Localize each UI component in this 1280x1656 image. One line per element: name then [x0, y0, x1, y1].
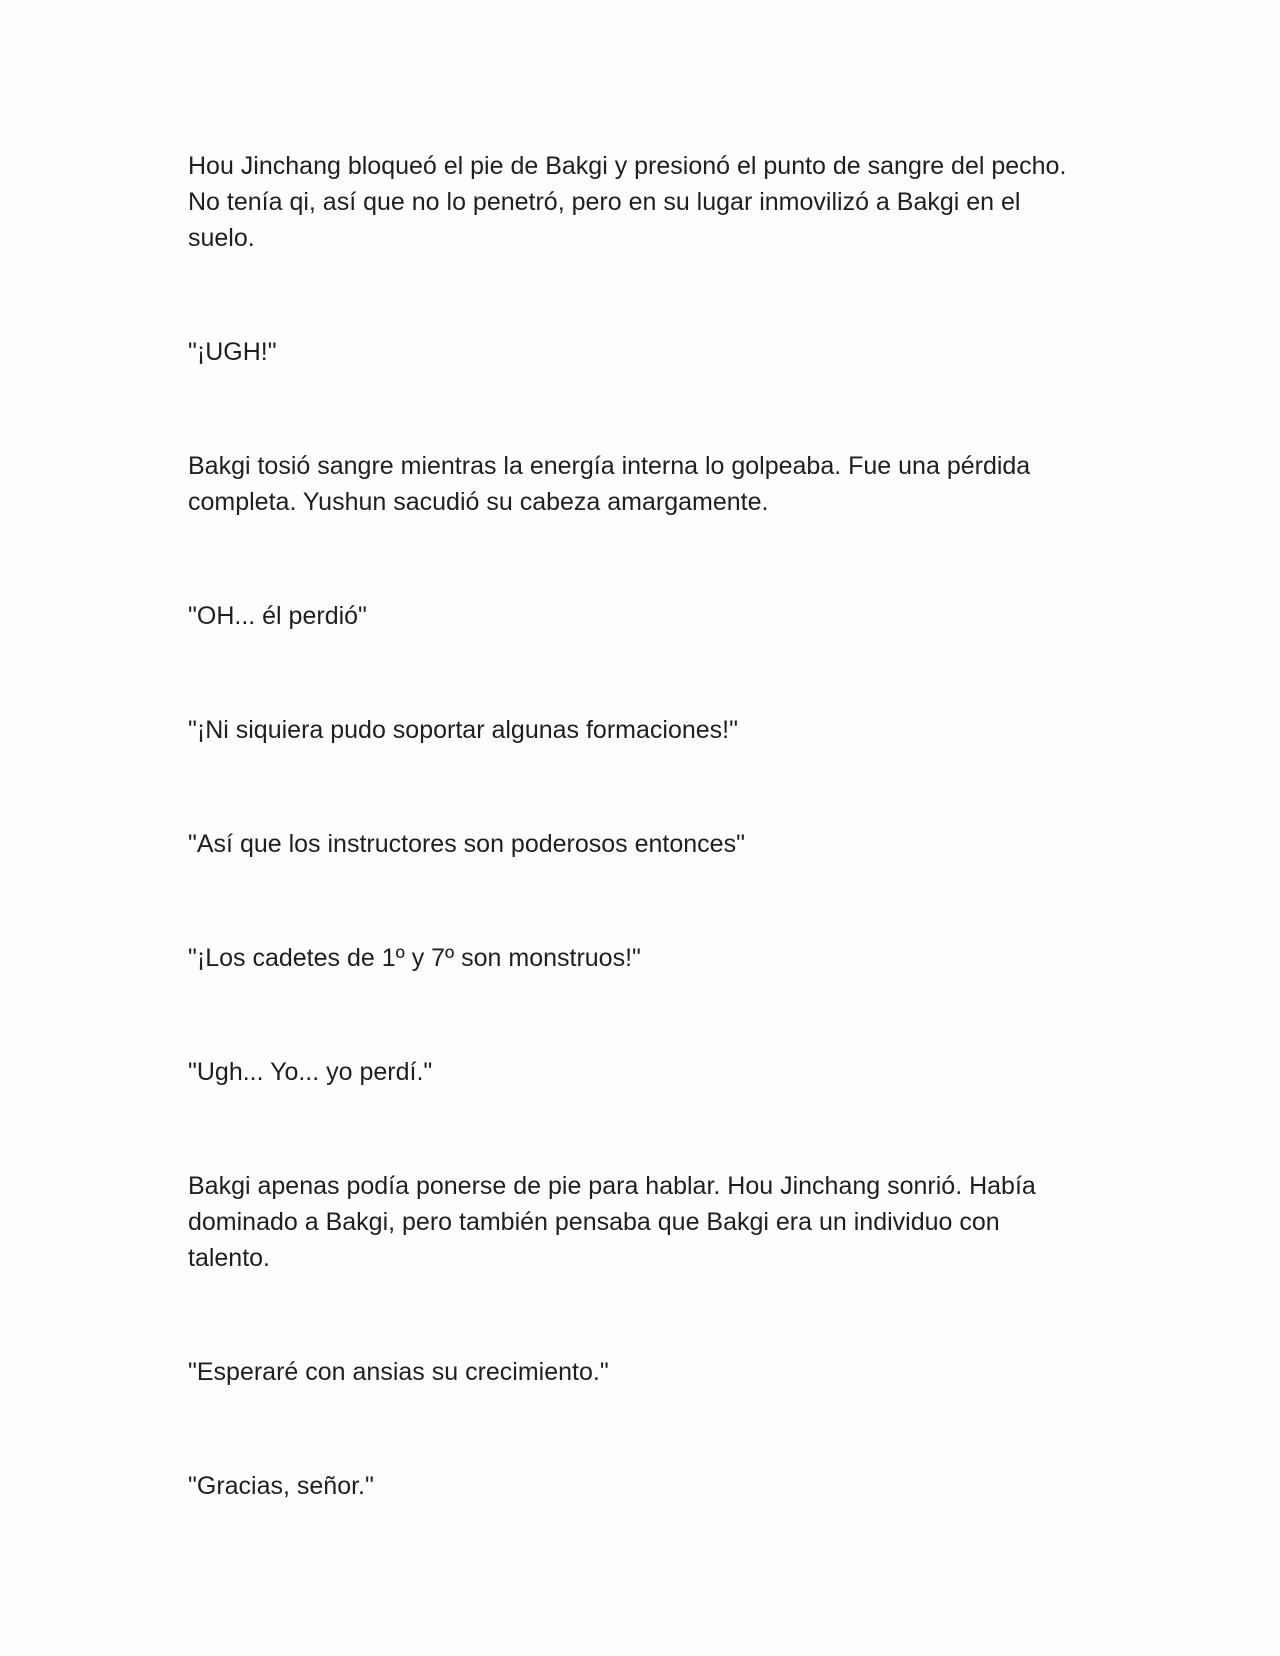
dialogue-line: "OH... él perdió" [188, 602, 367, 630]
paragraph: Bakgi tosió sangre mientras la energía interna lo golpeaba. Fue una pérdida completa. Yushun sacudió su cabeza amargamente. [188, 452, 1031, 516]
dialogue-line: "¡Los cadetes de 1º y 7º son monstruos!" [188, 944, 641, 972]
dialogue-line: "Ugh... Yo... yo perdí." [188, 1058, 433, 1086]
dialogue-line: "¡Ni siquiera pudo soportar algunas formaciones!" [188, 716, 738, 744]
document-body [188, 148, 1088, 1504]
paragraph: Hou Jinchang bloqueó el pie de Bakgi y presionó el punto de sangre del pecho. No tenía qi, así que no lo penetró, pero en su lugar inmovilizó a Bakgi en el suelo. [188, 152, 1067, 252]
dialogue-line: "Esperaré con ansias su crecimiento." [188, 1358, 609, 1386]
dialogue-line: "Así que los instructores son poderosos entonces" [188, 830, 745, 858]
dialogue-line: "¡UGH!" [188, 338, 277, 366]
paragraph: Bakgi apenas podía ponerse de pie para hablar. Hou Jinchang sonrió. Había dominado a Bakgi, pero también pensaba que Bakgi era un individuo con talento. [188, 1172, 1036, 1272]
dialogue-line: "Gracias, señor." [188, 1472, 374, 1500]
